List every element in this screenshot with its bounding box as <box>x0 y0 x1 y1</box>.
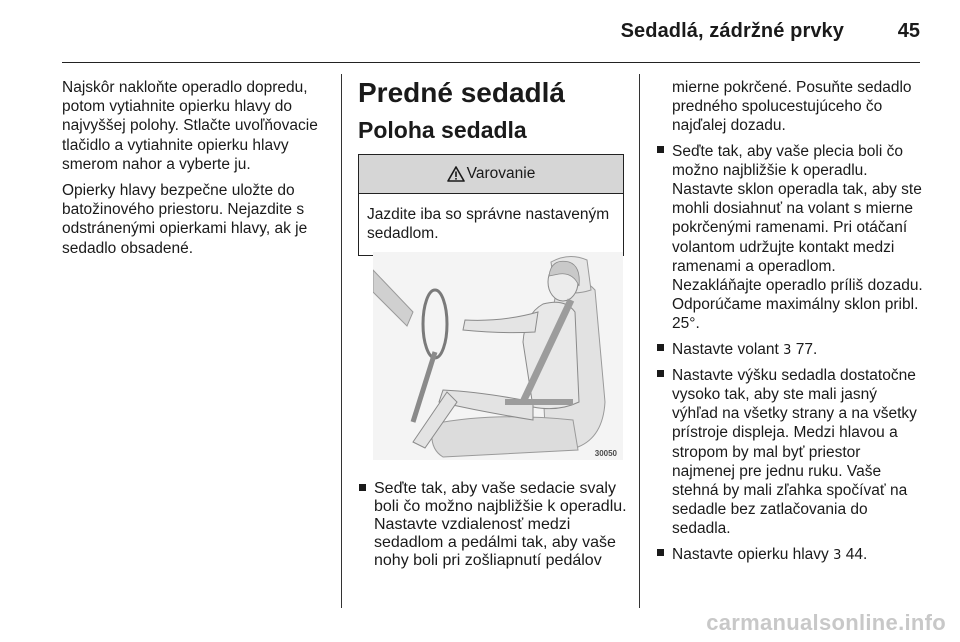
page-reference-link[interactable]: 44. <box>845 545 868 563</box>
list-item <box>656 142 926 334</box>
list-item <box>656 545 926 565</box>
list-item-text: Seďte tak, aby vaše plecia boli čo možno najbližšie k operadlu. Nastavte sklon operadla tak, aby ste mohli dosiahnuť na volant s mierne pokrčenými ramenami. Pri otáčaní volantom udržujte kontakt medzi ramenami a operadlom. Nezakláňajte operadlo príliš dozadu. Odporúčame maximálny sklon pribl. 25°. <box>672 142 923 333</box>
section-heading: Predné sedadlá <box>358 77 565 108</box>
list-item-text: Nastavte volant <box>672 340 779 358</box>
page-number: 45 <box>897 20 920 42</box>
warning-text: Jazdite iba so správne nastaveným sedadlom. <box>367 206 610 243</box>
watermark: carmanualsonline.info <box>706 610 946 635</box>
list-item <box>656 340 926 360</box>
warning-title: Varovanie <box>466 165 536 182</box>
seat-position-illustration <box>373 252 623 460</box>
list-item <box>656 366 926 539</box>
warning-triangle-icon <box>447 166 465 182</box>
column-2-list <box>358 480 628 570</box>
warning-box <box>358 154 624 256</box>
list-item-text: Nastavte výšku sedadla dostatočne vysoko tak, aby ste mali jasný výhľad na všetky strany a na všetky prístroje displeja. Medzi hlavou a stropom by mal byť priestor najmenej pre jednu ruku. Vaše stehná by mali zľahka spočívať na sedadle bez zatlačovania do sedadla. <box>672 366 917 538</box>
bullet-square-icon <box>359 484 366 491</box>
paragraph: mierne pokrčené. Posuňte sedadlo predného spolucestujúceho čo najďalej dozadu. <box>672 79 912 135</box>
column-divider <box>639 74 640 608</box>
column-2 <box>358 78 626 256</box>
bullet-square-icon <box>657 549 664 556</box>
paragraph: Opierky hlavy bezpečne uložte do batožinového priestoru. Nejazdite s odstránenými opierkami hlavy, ak je sedadlo obsadené. <box>62 182 308 257</box>
list-item-text: Nastavte opierku hlavy <box>672 545 829 563</box>
page-reference-icon: 3 <box>783 342 792 358</box>
section-subheading: Poloha sedadla <box>358 117 527 143</box>
column-divider <box>341 74 342 608</box>
column-3 <box>656 78 926 571</box>
bullet-square-icon <box>657 344 664 351</box>
bullet-square-icon <box>657 146 664 153</box>
list-item <box>358 480 628 570</box>
figure-number: 30050 <box>594 449 617 458</box>
page-header <box>62 0 920 63</box>
header-title: Sedadlá, zádržné prvky <box>620 20 844 42</box>
bullet-square-icon <box>657 370 664 377</box>
page-reference-link[interactable]: 77. <box>795 340 818 358</box>
list-item-text: Seďte tak, aby vaše sedacie svaly boli čo možno najbližšie k operadlu. Nastavte vzdialenosť medzi sedadlom a pedálmi tak, aby vaše nohy boli pri zošliapnutí pedálov <box>374 480 627 569</box>
paragraph: Najskôr nakloňte operadlo dopredu, potom vytiahnite opierku hlavy do najvyššej polohy. Stlačte uvoľňovacie tlačidlo a vytiahnite opierku hlavy smerom nahor a vyberte ju. <box>62 79 318 173</box>
column-1 <box>62 78 330 265</box>
warning-header <box>359 155 623 194</box>
page-reference-icon: 3 <box>833 547 842 563</box>
